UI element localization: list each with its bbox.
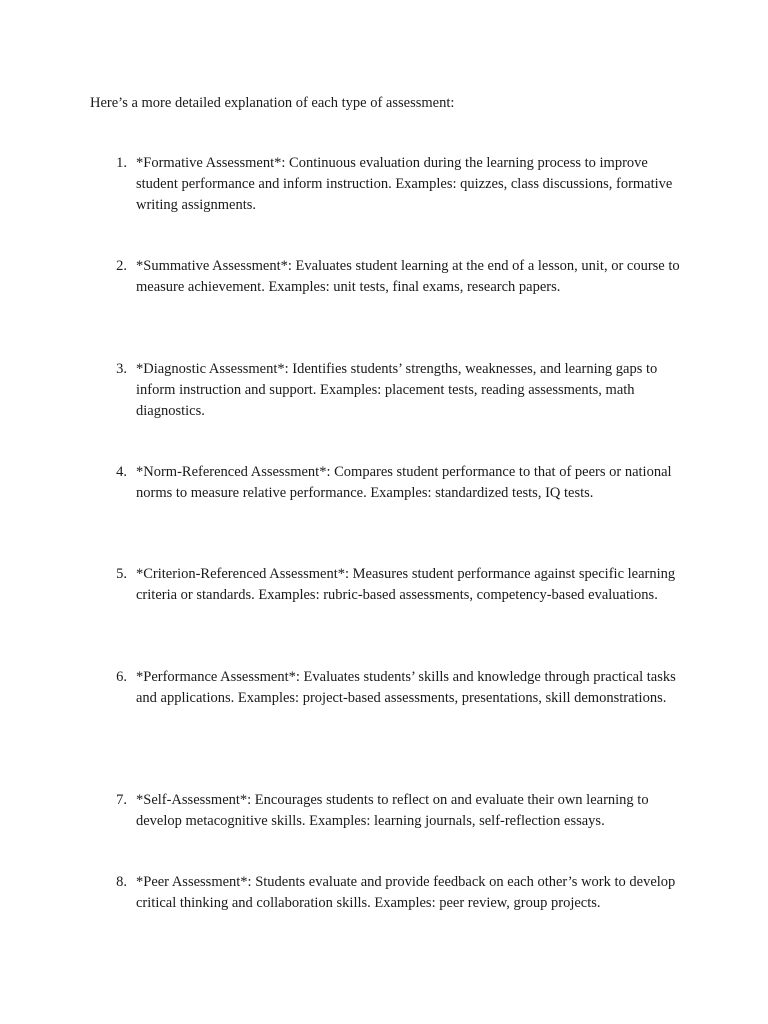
list-item-number: 2. [116,258,127,274]
list-item-text: *Diagnostic Assessment*: Identifies students’ strengths, weaknesses, and learning gaps to inform instruction and support. Examples: placement tests, reading assessments, math diagnostics. [136,361,658,419]
list-item [105,872,685,914]
intro-paragraph: Here’s a more detailed explanation of each type of assessment: [90,95,455,111]
list-item-text: *Performance Assessment*: Evaluates students’ skills and knowledge through practical tasks and applications. Examples: project-based assessments, presentations, skill demonstrations. [136,669,676,706]
list-item-text: *Summative Assessment*: Evaluates student learning at the end of a lesson, unit, or course to measure achievement. Examples: unit tests, final exams, research papers. [136,258,680,295]
list-item [105,359,685,422]
list-item-text: *Criterion-Referenced Assessment*: Measures student performance against specific learning criteria or standards. Examples: rubric-based assessments, competency-based evaluations. [136,566,676,603]
list-item-text: *Peer Assessment*: Students evaluate and provide feedback on each other’s work to develop critical thinking and collaboration skills. Examples: peer review, group projects. [136,874,676,911]
list-item-text: *Self-Assessment*: Encourages students to reflect on and evaluate their own learning to develop metacognitive skills. Examples: learning journals, self-reflection essays. [136,792,649,829]
list-item [105,564,685,606]
list-item-text: *Formative Assessment*: Continuous evaluation during the learning process to improve student performance and inform instruction. Examples: quizzes, class discussions, formative writing assignments. [136,155,673,213]
list-item-text: *Norm-Referenced Assessment*: Compares student performance to that of peers or national norms to measure relative performance. Examples: standardized tests, IQ tests. [136,464,672,501]
list-item-number: 7. [116,792,127,808]
list-item-number: 1. [116,155,127,171]
list-item-number: 3. [116,361,127,377]
list-item-number: 4. [116,464,127,480]
list-item-number: 5. [116,566,127,582]
list-item-number: 8. [116,874,127,890]
list-item-number: 6. [116,669,127,685]
list-item [105,667,685,709]
list-item [105,462,685,504]
list-item [105,790,685,832]
list-item [105,153,685,216]
list-item [105,256,685,298]
